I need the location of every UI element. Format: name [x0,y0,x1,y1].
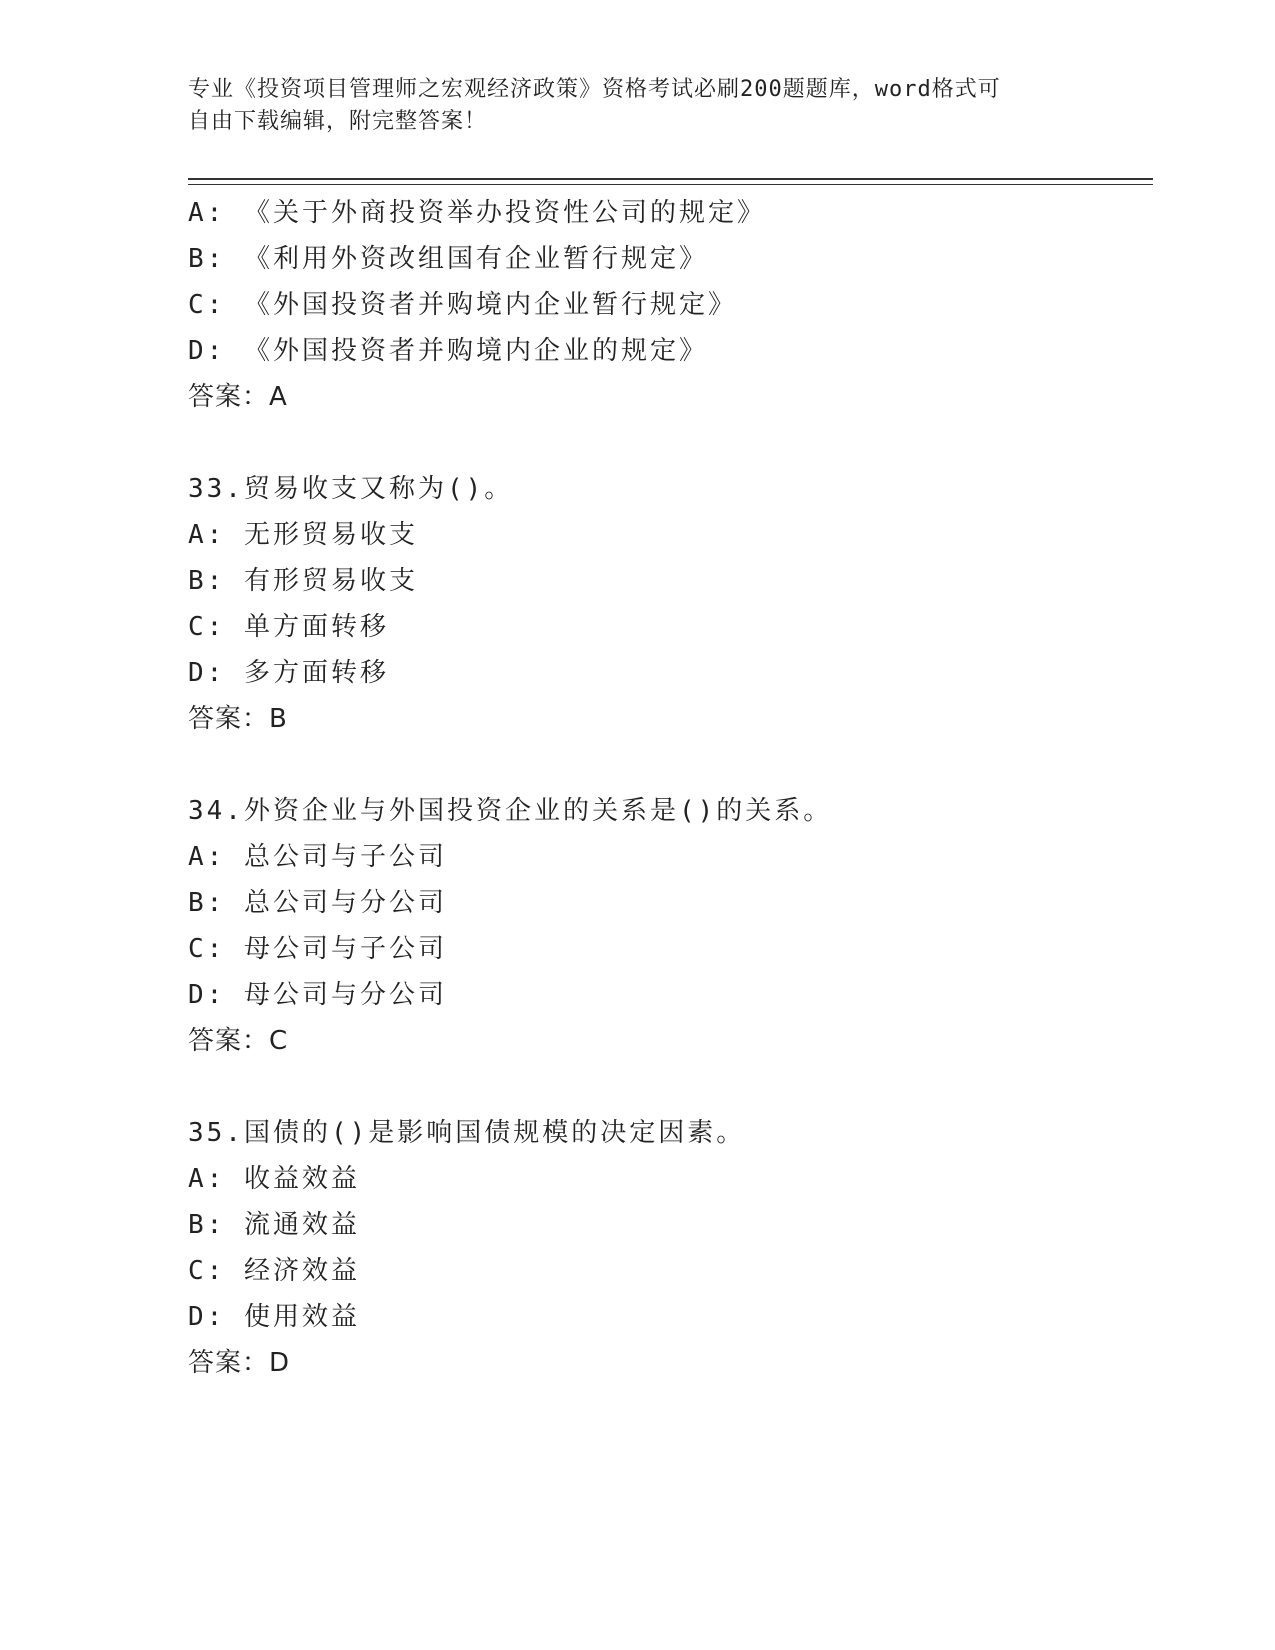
option-b: B: 流通效益 [188,1210,360,1240]
option-c: C: 单方面转移 [188,612,389,642]
answer-line: 答案：C [188,1026,289,1056]
answer-line: 答案：B [188,704,288,734]
option-a: A: 收益效益 [188,1164,360,1194]
question-list [188,190,1148,1386]
option-c: C: 《外国投资者并购境内企业暂行规定》 [188,290,737,320]
answer-line: 答案：A [188,382,288,412]
question-text: 34.外资企业与外国投资企业的关系是()的关系。 [188,796,833,826]
block-spacer [188,420,1148,466]
option-c: C: 母公司与子公司 [188,934,447,964]
option-a: A: 《关于外商投资举办投资性公司的规定》 [188,198,766,228]
option-a: A: 总公司与子公司 [188,842,447,872]
question-text: 35.国债的()是影响国债规模的决定因素。 [188,1118,746,1148]
block-spacer [188,742,1148,788]
document-header [188,74,1068,138]
option-d: D: 《外国投资者并购境内企业的规定》 [188,336,708,366]
option-b: B: 有形贸易收支 [188,566,418,596]
answer-line: 答案：D [188,1348,291,1378]
option-d: D: 母公司与分公司 [188,980,447,1010]
question-block-32-options [188,190,1148,420]
header-divider-thick [188,178,1153,180]
option-b: B: 《利用外资改组国有企业暂行规定》 [188,244,708,274]
option-b: B: 总公司与分公司 [188,888,447,918]
option-d: D: 多方面转移 [188,658,389,688]
question-block-33 [188,466,1148,742]
question-block-34 [188,788,1148,1064]
option-c: C: 经济效益 [188,1256,360,1286]
question-text: 33.贸易收支又称为()。 [188,474,514,504]
header-line-2: 自由下载编辑，附完整答案！ [188,109,488,134]
question-block-35 [188,1110,1148,1386]
option-a: A: 无形贸易收支 [188,520,418,550]
header-line-1: 专业《投资项目管理师之宏观经济政策》资格考试必刷200题题库，word格式可 [188,77,1001,102]
block-spacer [188,1064,1148,1110]
header-divider-thin [188,184,1153,185]
option-d: D: 使用效益 [188,1302,360,1332]
